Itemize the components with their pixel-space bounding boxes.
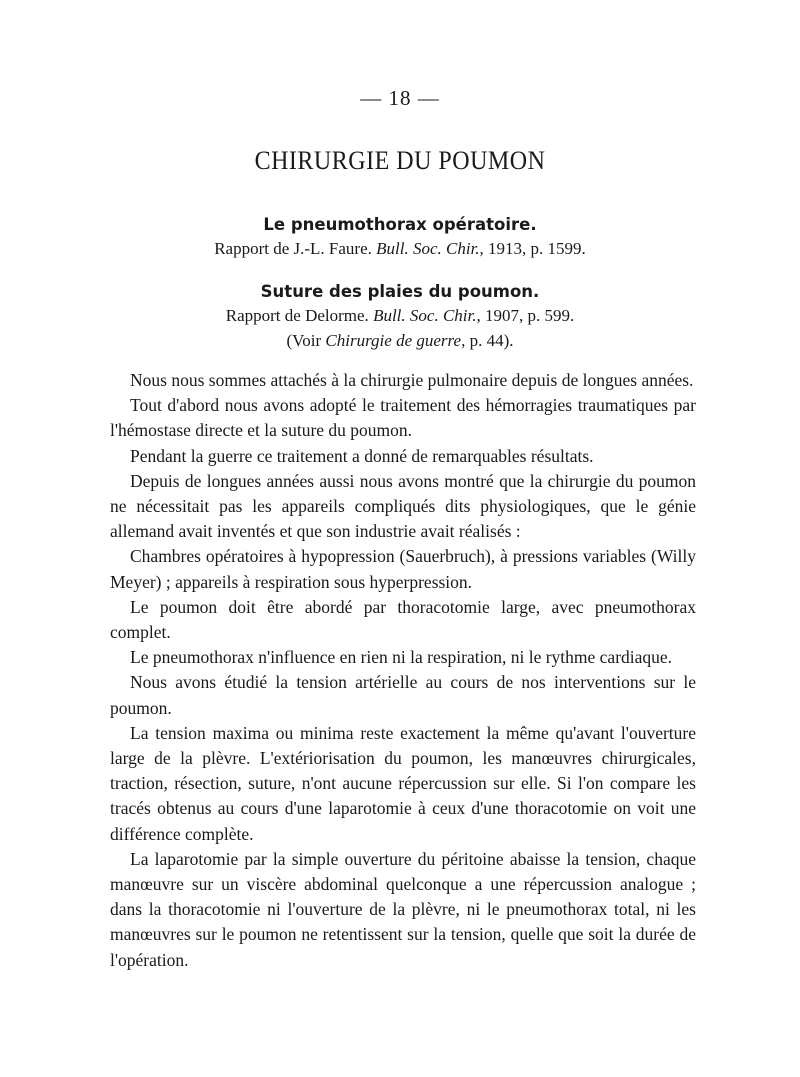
body-text <box>110 368 696 973</box>
reference-block-1 <box>0 214 800 261</box>
paragraph: La tension maxima ou minima reste exactement la même qu'avant l'ouverture large de la plèvre. L'extériorisation du poumon, les manœuvres chirurgicales, traction, résection, suture, n'ont aucune répercussion sur elle. Si l'on compare les tracés obtenus au cours d'une laparotomie à ceux d'une thoracotomie on voit une différence complète. <box>110 722 696 844</box>
paragraph: Tout d'abord nous avons adopté le traitement des hémorragies traumatiques par l'hémostase directe et la suture du poumon. <box>110 395 696 441</box>
paragraph: Nous nous sommes attachés à la chirurgie pulmonaire depuis de longues années. <box>130 370 694 390</box>
paragraph: Chambres opératoires à hypopression (Sauerbruch), à pressions variables (Willy Meyer) ; appareils à respiration sous hyperpression. <box>110 546 696 592</box>
paragraph: Nous avons étudié la tension artérielle au cours de nos interventions sur le poumon. <box>110 672 696 718</box>
reference-line: Rapport de J.-L. Faure. Bull. Soc. Chir., 1913, p. 1599. <box>214 239 586 258</box>
page-number: — 18 — <box>360 86 440 110</box>
paragraph: Le poumon doit être abordé par thoracotomie large, avec pneumothorax complet. <box>110 596 696 643</box>
reference-title: Le pneumothorax opératoire. <box>263 215 537 234</box>
reference-line: Rapport de Delorme. Bull. Soc. Chir., 1907, p. 599. <box>225 306 575 325</box>
reference-block-2 <box>0 281 800 353</box>
chapter-title: CHIRURGIE DU POUMON <box>254 146 546 176</box>
paragraph: Pendant la guerre ce traitement a donné de remarquables résultats. <box>130 445 594 466</box>
paragraph: Le pneumothorax n'influence en rien ni la respiration, ni le rythme cardiaque. <box>130 647 673 668</box>
paragraph: Depuis de longues années aussi nous avons montré que la chirurgie du poumon ne nécessitait pas les appareils compliqués dits physiologiques, que le génie allemand avait inventés et que son industrie avait réalisés : <box>110 470 696 542</box>
reference-line: (Voir Chirurgie de guerre, p. 44). <box>286 331 514 350</box>
paragraph: La laparotomie par la simple ouverture du péritoine abaisse la tension, chaque manœuvre sur un viscère abdominal quelconque a une répercussion analogue ; dans la thoracotomie ni l'ouverture de la plèvre, ni le pneumothorax total, ni les manœuvres sur le poumon ne retentissent sur la tension, quelle que soit la durée de l'opération. <box>110 848 696 970</box>
reference-title: Suture des plaies du poumon. <box>260 282 540 301</box>
